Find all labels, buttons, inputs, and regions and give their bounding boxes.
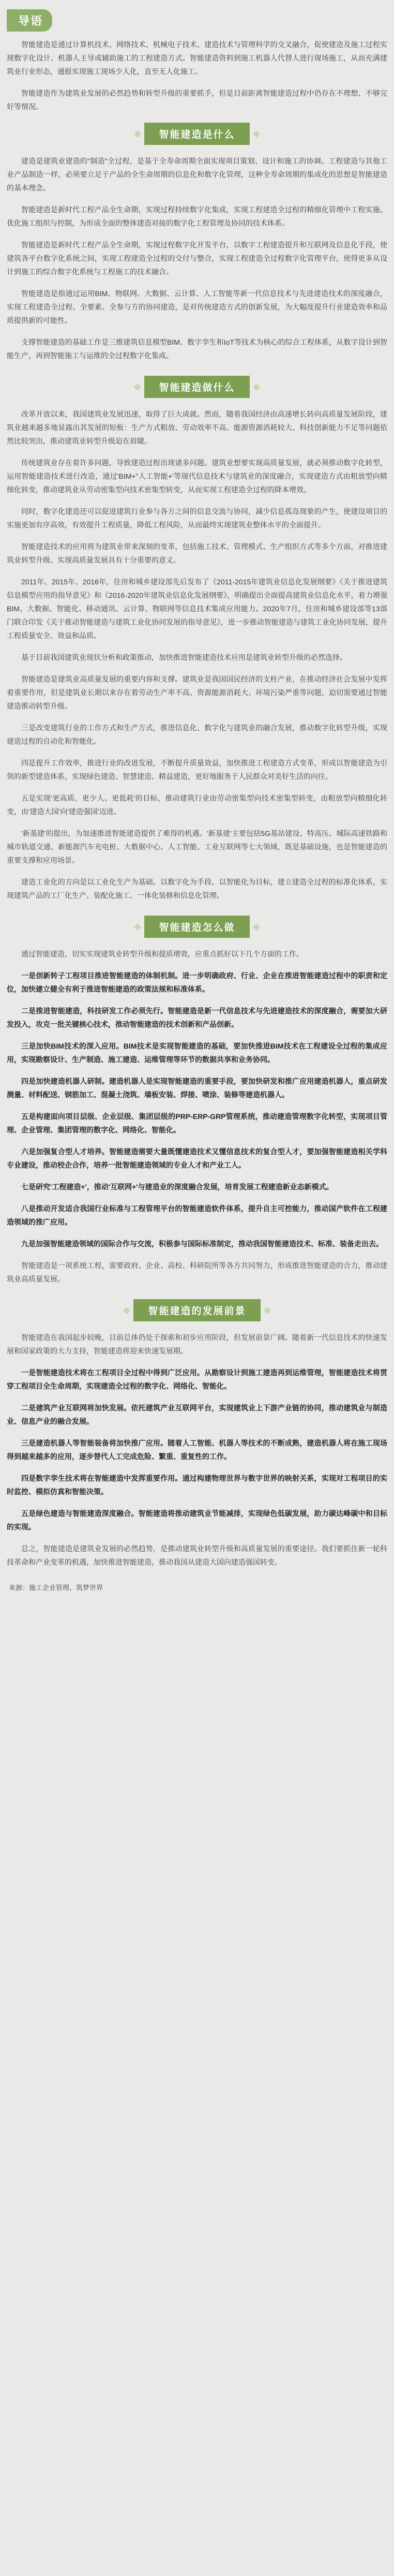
section-paragraph: 通过智能建造，切实实现建筑业转型升级和提质增效，应重点抓好以下几个方面的工作。 [21, 950, 304, 958]
section-paragraph: 智能建造是建筑业高质量发展的重要内容和支撑。建筑业是我国国民经济的支柱产业，在推动经济社会发展中发挥着重要作用，但是建筑业长期以来存在着劳动生产率不高、资源能源消耗大、环境污染严重等问题，迫切需要通过智能建造推动转型升级。 [7, 675, 387, 710]
section [7, 1299, 387, 1569]
article [7, 0, 387, 1613]
section-paragraph: 四是提升工作效率，推进行业的改进发展，不断提升质量效益，加快推进工程建造方式变革，形成以智能建造为引领的新型建造体系，实现绿色建造、智慧建造、精益建造，更好地服务于人民群众对美好生活的向往。 [7, 759, 387, 781]
section-paragraph: 二是建筑产业互联网将加快发展。依托建筑产业互联网平台，实现建筑业上下游产业链的协同，推动建筑业与制造业、信息产业的融合发展。 [7, 1404, 387, 1425]
section-title: 智能建造是什么 [144, 123, 249, 145]
section [7, 916, 387, 1286]
section-paragraph: 六是加强复合型人才培养。智能建造需要大量既懂建造技术又懂信息技术的复合型人才，要加强智能建造相关学科专业建设，推动校企合作，培养一批智能建造领域的专业人才和产业工人。 [7, 1147, 387, 1169]
section-paragraph: 建造是建筑业建造的"制造"全过程，是基于全寿命周期全面实现项目策划、设计和施工的协调。工程建造与其他工业产品制造一样，必须要立足于产品的全生命周期的信息化和数字化管理，这种全寿命周期的集成化的思想是智能建造的基本理念。 [7, 157, 387, 192]
section-paragraph: 一是智能建造技术将在工程项目全过程中得到广泛应用。从勘察设计到施工建造再到运维管理，智能建造技术将贯穿工程项目全生命周期，实现建造全过程的数字化、网络化、智能化。 [7, 1368, 387, 1390]
intro-block [7, 38, 387, 113]
section-paragraph: 八是推动开发适合我国行业标准与工程管理平台的智能建造软件体系，提升自主可控能力，推动国产软件在工程建造领域的推广应用。 [7, 1204, 387, 1226]
section-paragraph: 智能建造是新时代工程产品全生命期，实现过程持续数字化集成，实现工程建造全过程的精细化管理中工程实施、优化施工组织与控制，为形成全面的整体建造对接的数字化工程管理及协同的技术体系。 [7, 205, 387, 227]
section [7, 123, 387, 362]
section-title: 智能建造怎么做 [144, 916, 249, 938]
section-title: 智能建造的发展前景 [133, 1299, 260, 1321]
section-paragraph: 支撑智能建造的基础工作是三维建筑信息模型BIM、数字孪生和IoT等技术为核心的综合工程体系，从数字设计到智能生产，再到智能施工与运维的全过程数字化集成。 [7, 338, 387, 360]
source-note: 来源：施工企业管理、筑梦世界 [9, 1584, 103, 1592]
section [7, 376, 387, 902]
section-paragraph: 总之，智能建造是建筑业发展的必然趋势，是推动建筑业转型升级和高质量发展的重要途径。我们要抓住新一轮科技革命和产业变革的机遇，加快推进智能建造，推动我国从建造大国向建造强国转变。 [7, 1544, 387, 1566]
section-paragraph: 智能建造技术的应用将为建筑业带来深刻的变革，包括施工技术、管理模式、生产组织方式等多个方面，对推进建筑业转型升级、实现高质量发展具有十分重要的意义。 [7, 542, 387, 564]
section-paragraph: 九是加强智能建造领域的国际合作与交流，积极参与国际标准制定，推动我国智能建造技术、标准、装备走出去。 [21, 1240, 383, 1248]
section-paragraph: 同时，数字化建造还可以促进建筑行业参与各方之间的信息交流与协同，减少信息孤岛现象的产生，使建设项目的实施更加有序高效，有效提升工程质量，降低工程风险，从而最终实现建筑业整体水平的全面提升。 [7, 507, 387, 529]
intro-paragraph: 智能建造作为建筑业发展的必然趋势和转型升级的重要抓手，但是目前距离智能建造过程中仍存在不理想、不够完好等情况。 [7, 89, 387, 111]
section-paragraph: 2011年、2015年、2016年，住房和城乡建设部先后发布了《2011-2015年建筑业信息化发展纲要》《关于推进建筑信息模型应用的指导意见》和《2016-2020年建筑业信息化发展纲要》，明确提出全面提高建筑业信息化水平，着力增强BIM、大数据、智能化、移动通讯、云计算、物联网等信息技术集成应用能力。2020年7月，住房和城乡建设部等13部门联合印发《关于推动智能建造与建筑工业化协同发展的指导意见》，进一步推动智能建造与建筑工业化协同发展，提升工程质量安全、效益和品质。 [7, 578, 387, 640]
section-paragraph: 三是加快BIM技术的深入应用。BIM技术是实现智能建造的基础，要加快推进BIM技术在工程建设全过程的集成应用，实现勘察设计、生产制造、施工建造、运维管理等环节的数据共享和业务协同。 [7, 1042, 387, 1064]
section-paragraph: 七是研究'工程建造+'，推动'互联网+'与建造业的深度融合发展，培育发展工程建造新业态新模式。 [21, 1183, 334, 1191]
section-header [7, 916, 387, 938]
section-paragraph: 四是数字孪生技术将在智能建造中发挥重要作用。通过构建物理世界与数字世界的映射关系，实现对工程项目的实时监控、模拟仿真和智能决策。 [7, 1474, 387, 1496]
section-paragraph: 五是实现'更高质、更少人、更低耗'的目标，推动建筑行业由劳动密集型向技术密集型转变，由粗放型向精细化转变，由'建造大国'向'建造强国'迈进。 [7, 794, 387, 816]
section-paragraph: 二是推进智能建造，科技研发工作必须先行。智能建造是新一代信息技术与先进建造技术的深度融合，需要加大研发投入，攻克一批关键核心技术，推动智能建造的技术创新和产品创新。 [7, 1007, 387, 1028]
sections [7, 123, 387, 1569]
section-header [7, 1299, 387, 1321]
section-paragraph: '新基建'的提出，为加速推进智能建造提供了难得的机遇。'新基建'主要包括5G基站建设、特高压、城际高速铁路和城市轨道交通、新能源汽车充电桩、大数据中心、人工智能、工业互联网等七大领域，既是基础设施，也是智能建造的重要支撑和应用场景。 [7, 829, 387, 864]
section-header [7, 123, 387, 145]
intro-paragraph: 智能建造是通过计算机技术、网络技术、机械电子技术、建造技术与管理科学的交叉融合，促使建造及施工过程实现数字化设计、机器人主导或辅助施工的工程建造方式。智能建造资料到施工机器人代替人进行现场施工，从而充满建筑业行业形态，通报实现施工现场少人化，直至无人化施工。 [7, 40, 387, 76]
section-paragraph: 智能建造在我国起步较晚，目前总体仍处于探索和初步应用阶段，但发展前景广阔。随着新一代信息技术的快速发展和国家政策的大力支持，智能建造将迎来快速发展期。 [7, 1333, 387, 1355]
lead-tag-row [7, 0, 387, 38]
section-paragraph: 四是加快建造机器人研制。建造机器人是实现智能建造的重要手段，要加快研发和推广应用建造机器人，重点研发测量、材料配送、钢筋加工、混凝土浇筑、墙板安装、焊接、喷涂、装修等建造机器人。 [7, 1077, 387, 1099]
section-paragraph: 五是绿色建造与智能建造深度融合。智能建造将推动建筑业节能减排，实现绿色低碳发展，助力碳达峰碳中和目标的实现。 [7, 1509, 387, 1531]
section-header [7, 376, 387, 398]
section-paragraph: 基于目前我国建筑业现状分析和政策推动，加快推进智能建造技术应用是建筑业转型升级的必然选择。 [21, 653, 347, 661]
section-paragraph: 传统建筑业存在着许多问题，导致建造过程出现诸多问题。建筑业想要实现高质量发展，就必须推动数字化转型，运用智能建造技术进行改造，通过'BIM+''人工智能+'等现代信息技术与建筑业的深度融合，实现建造方式由粗放型向精细化转变，推动建筑业从劳动密集型向技术密集型转变，从而实现工程建造全过程的降本增效。 [7, 459, 387, 494]
section-paragraph: 五是构建面向项目层级、企业层级、集团层级的PRP-ERP-GRP管理系统，推动建造管理数字化转型，实现项目管理、企业管理、集团管理的数字化、网络化、智能化。 [7, 1112, 387, 1134]
section-paragraph: 改革开放以来，我国建筑业发展迅速，取得了巨大成就。然而，随着我国经济由高速增长转向高质量发展阶段，建筑业越来越多地显露出其发展的短板：生产方式粗放、劳动效率不高、能源资源消耗较大、科技创新能力不足等问题依然比较突出，推动建筑业转型升级迫在眉睫。 [7, 410, 387, 445]
section-paragraph: 智能建造是一项系统工程，需要政府、企业、高校、科研院所等各方共同努力，形成推进智能建造的合力，推动建筑业高质量发展。 [7, 1261, 387, 1283]
section-paragraph: 智能建造是指通过运用BIM、物联网、大数据、云计算、人工智能等新一代信息技术与先进建造技术的深度融合，实现工程建造全过程、全要素、全参与方的协同建造，是对传统建造方式的创新发展，为大幅度提升行业建造效率和品质提供新的可能性。 [7, 289, 387, 325]
section-paragraph: 三是建造机器人等智能装备将加快推广应用。随着人工智能、机器人等技术的不断成熟，建造机器人将在施工现场得到越来越多的应用，逐步替代人工完成危险、繁重、重复性的工作。 [7, 1439, 387, 1461]
section-paragraph: 建造工业化的方向是以工业化生产为基础、以数字化为手段、以智能化为目标，建立建造全过程的标准化体系，实现建筑产品的工厂化生产、装配化施工、一体化装修和信息化管理。 [7, 878, 387, 900]
section-paragraph: 一是创新转子工程项目推进智能建造的体制机制。进一步明确政府、行业、企业在推进智能建造过程中的职责和定位，加快建立健全有利于推进智能建造的政策法规和标准体系。 [7, 971, 387, 993]
section-title: 智能建造做什么 [144, 376, 249, 398]
lead-tag: 导语 [7, 9, 52, 32]
section-paragraph: 三是改变建筑行业的工作方式和生产方式，推进信息化、数字化与建筑业的融合发展，推动数字化转型升级，实现建造过程的自动化和智能化。 [7, 724, 387, 745]
section-paragraph: 智能建造是新时代工程产品全生命期，实现过程数字化开发平台，以数字工程建造提升和互联网及信息化手段，使建筑各平台数字化系统之间，实现工程建造全过程的交付与整合，实现工程建造全过程数字化管理平台，使得更多从设计到施工的综合数字化系统与工程施工的技术融合。 [7, 241, 387, 276]
